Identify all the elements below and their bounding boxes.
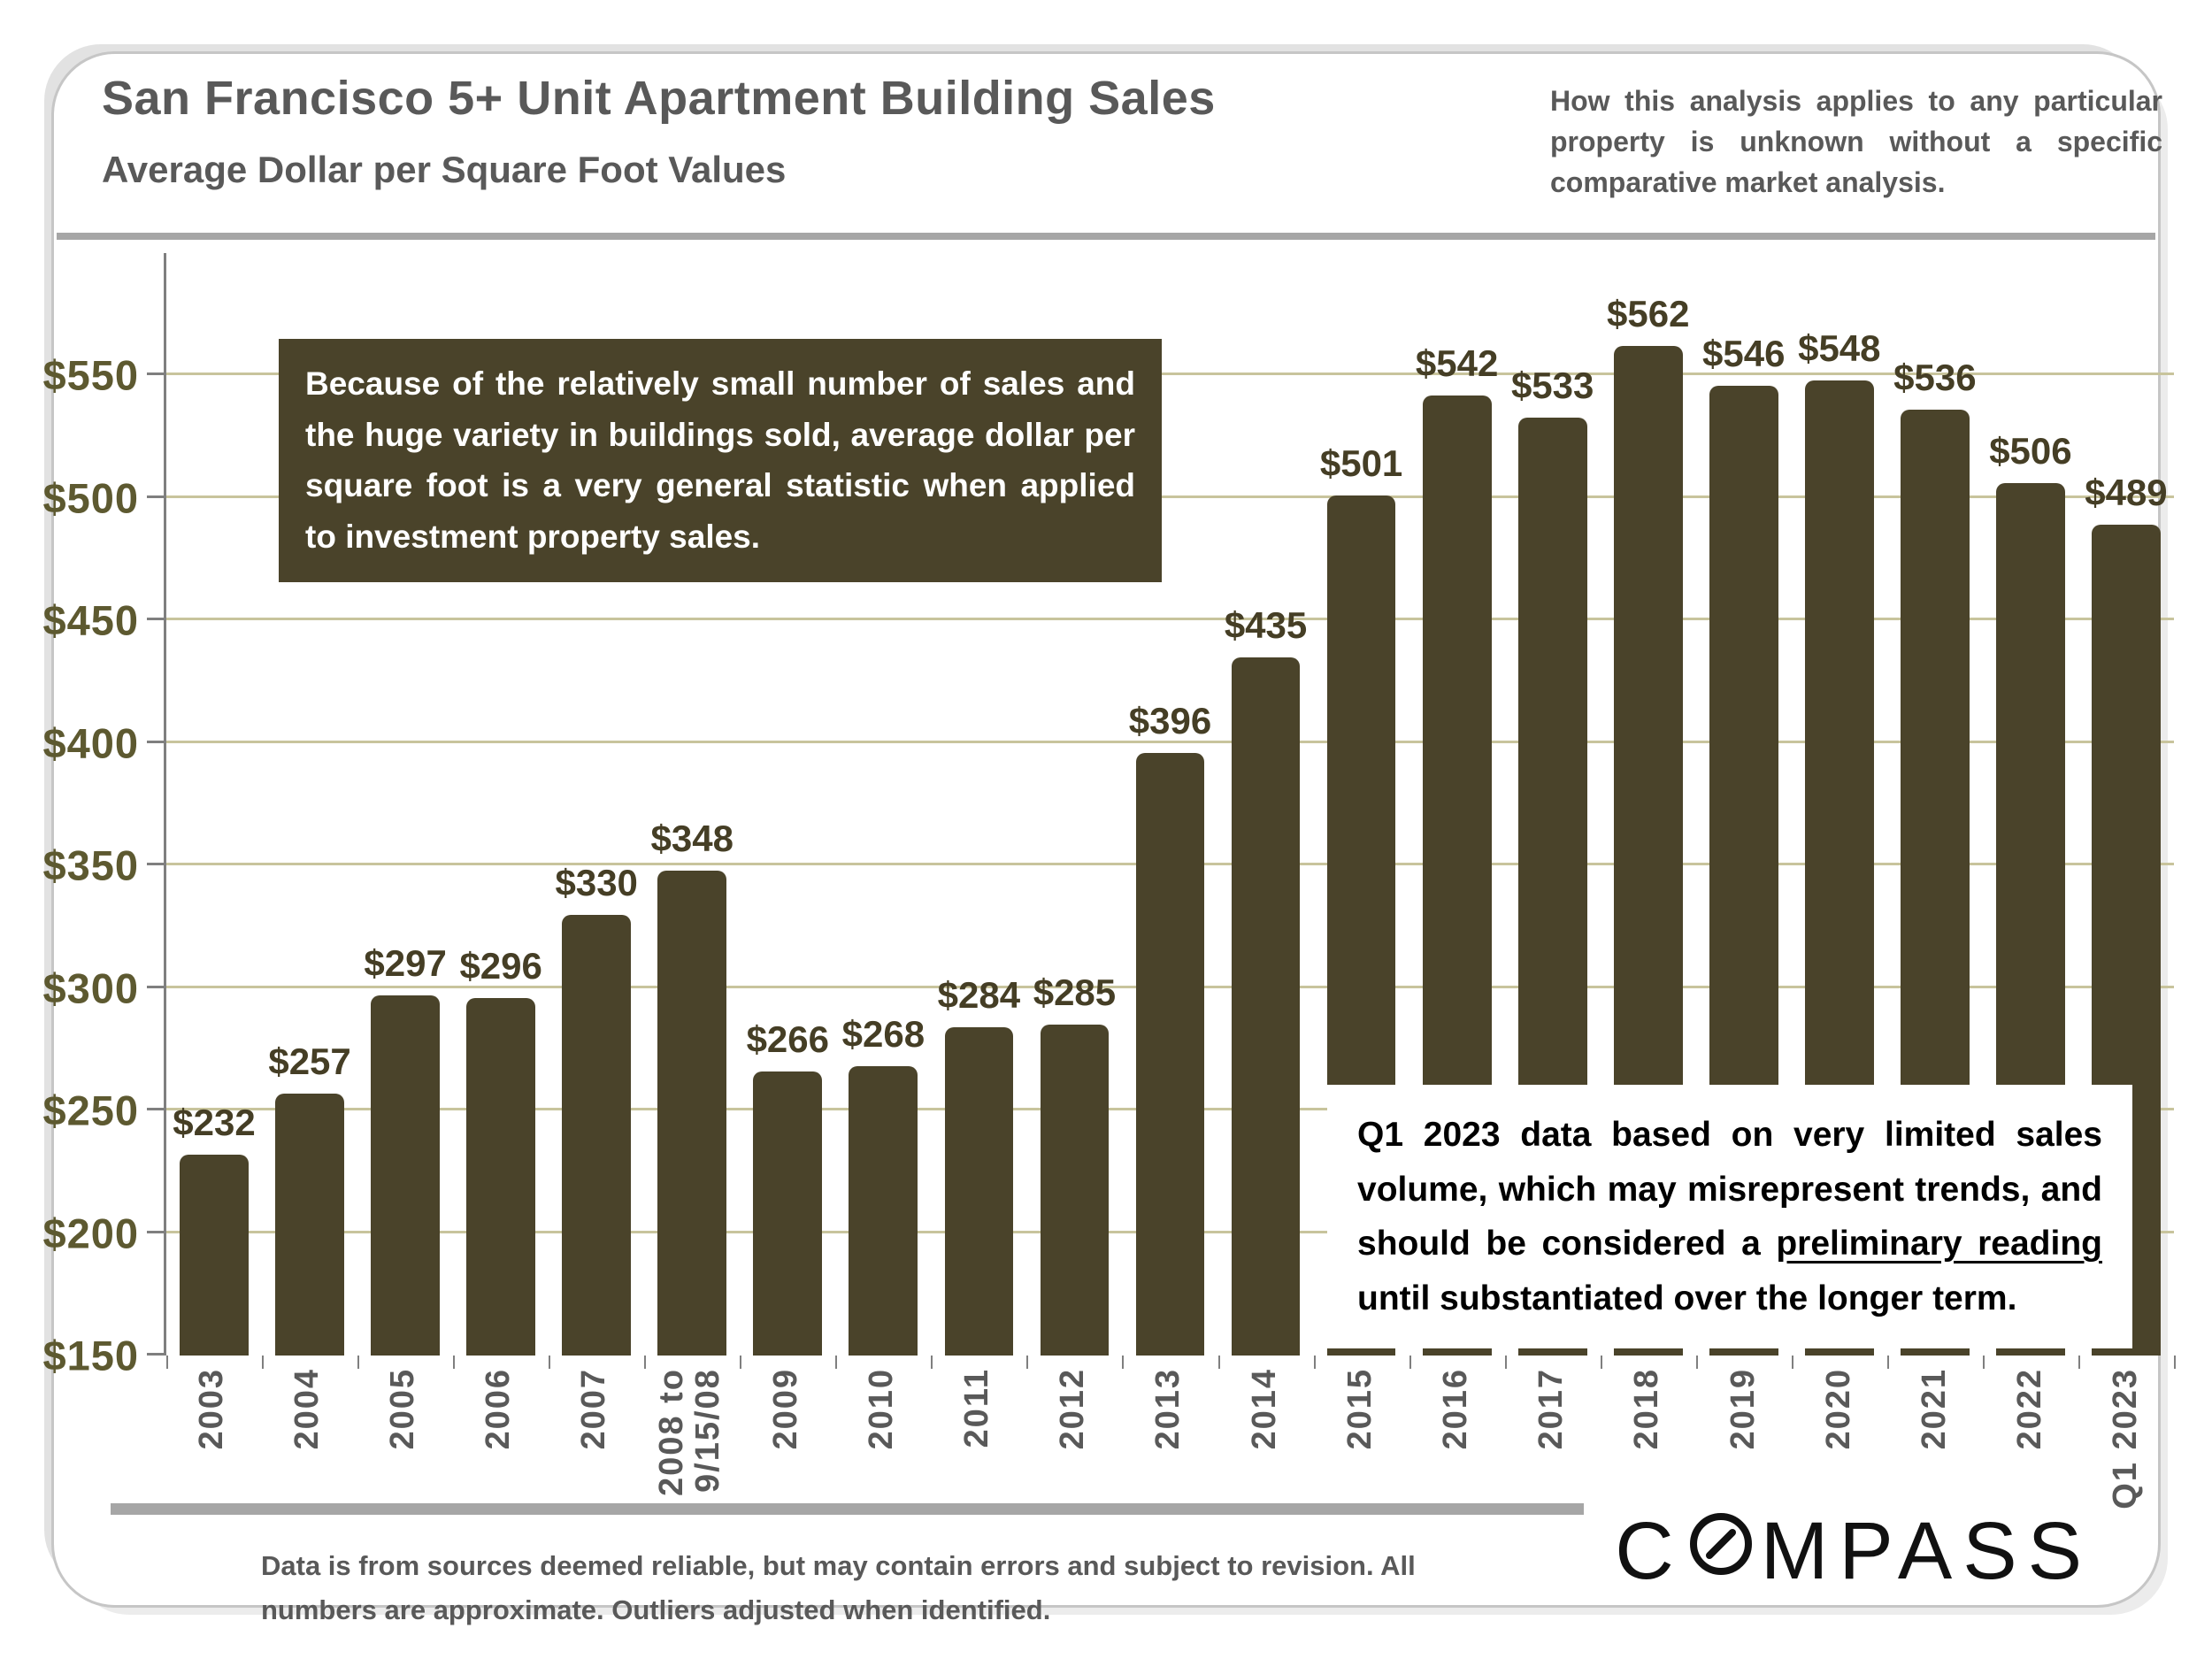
bar [753, 1071, 822, 1356]
y-axis-tick [147, 1108, 164, 1110]
bar [657, 871, 726, 1356]
bar-value-label: $348 [650, 817, 733, 859]
bar-value-label: $546 [1702, 332, 1786, 374]
x-axis-label: 2021 [1915, 1368, 1953, 1450]
bar [275, 1094, 344, 1356]
y-axis-tick [147, 741, 164, 743]
x-axis-label: 2019 [1724, 1368, 1762, 1450]
bar [945, 1027, 1014, 1356]
x-axis-label: 2005 [383, 1368, 421, 1450]
x-axis-label: 2011 [958, 1368, 996, 1448]
x-axis-label: 2006 [480, 1368, 518, 1450]
x-axis-label: 2007 [575, 1368, 613, 1450]
bar [1041, 1025, 1110, 1356]
bar-value-label: $489 [2085, 472, 2168, 514]
page-title: San Francisco 5+ Unit Apartment Building Sales [102, 72, 1216, 125]
y-axis-tick-label: $150 [42, 1332, 139, 1379]
bar-value-label: $542 [1415, 342, 1499, 384]
y-axis-tick-label: $500 [42, 474, 139, 522]
x-axis-label: 2010 [862, 1368, 900, 1450]
bar-value-label: $501 [1319, 442, 1403, 485]
bar-value-label: $284 [937, 973, 1021, 1016]
bar-value-label: $232 [173, 1101, 256, 1143]
logo-letters-mpass: MPASS [1760, 1505, 2093, 1596]
y-axis-tick-label: $400 [42, 719, 139, 767]
logo-letter-c: C [1615, 1505, 1685, 1596]
y-axis-tick-label: $300 [42, 964, 139, 1012]
bar-value-label: $297 [364, 941, 447, 984]
bar [180, 1155, 249, 1356]
x-axis-label: 2012 [1054, 1368, 1092, 1450]
x-axis-label: 2014 [1245, 1368, 1283, 1450]
x-axis-tick [2174, 1356, 2176, 1369]
y-axis-tick-label: $200 [42, 1210, 139, 1257]
y-axis-labels [13, 253, 146, 1379]
header-separator [57, 233, 2155, 240]
y-axis-tick-label: $350 [42, 841, 139, 889]
x-axis-label: 2004 [288, 1368, 326, 1450]
bar-value-label: $296 [459, 944, 542, 987]
compass-o-icon [1686, 1509, 1755, 1592]
x-axis-label: 2016 [1437, 1368, 1475, 1450]
y-axis-tick [147, 1353, 164, 1356]
bar [562, 915, 631, 1356]
q1-2023-note [1327, 1085, 2132, 1348]
bar-value-label: $506 [1989, 430, 2072, 472]
page-subtitle: Average Dollar per Square Foot Values [102, 149, 787, 190]
methodology-note: Because of the relatively small number of sales and the huge variety in buildings sold, average dollar per square foot is a very general statistic when applied to investment property sales. [279, 339, 1162, 582]
x-axis-label: 2017 [1532, 1368, 1571, 1450]
compass-logo [1615, 1505, 2093, 1596]
y-axis-tick [147, 863, 164, 865]
y-axis-tick-label: $250 [42, 1087, 139, 1134]
bar-value-label: $285 [1033, 972, 1117, 1014]
bar [1232, 657, 1301, 1356]
x-axis-label: 2008 to 9/15/08 [653, 1368, 727, 1496]
x-axis-label: 2015 [1340, 1368, 1379, 1450]
x-axis-label: 2003 [192, 1368, 230, 1450]
q1-note-text: Q1 2023 data based on very limited sales volume, which may misrepresent trends, and should be considered a [1357, 1116, 2102, 1263]
bar-value-label: $330 [555, 861, 638, 903]
bar [849, 1066, 918, 1356]
y-axis-tick [147, 986, 164, 988]
bar-value-label: $562 [1607, 293, 1690, 335]
bar-slot [1218, 253, 1314, 1356]
y-axis-tick-label: $450 [42, 596, 139, 644]
x-axis-label: 2022 [2011, 1368, 2049, 1450]
bar-value-label: $268 [841, 1013, 926, 1056]
x-axis-label: 2020 [1819, 1368, 1857, 1450]
y-axis-tick [147, 373, 164, 375]
y-axis-tick [147, 1231, 164, 1233]
y-axis-tick [147, 618, 164, 620]
q1-note-underlined-text: preliminary reading [1776, 1225, 2102, 1263]
x-axis-label: Q1 2023 [2107, 1368, 2145, 1509]
bar-value-label: $533 [1510, 364, 1594, 406]
bar-slot [166, 253, 262, 1356]
bar-value-label: $396 [1128, 699, 1212, 741]
bar [466, 998, 535, 1356]
bar [371, 995, 440, 1356]
bar-value-label: $257 [268, 1040, 351, 1082]
x-axis-label: 2018 [1628, 1368, 1666, 1450]
y-axis-tick [147, 495, 164, 498]
bar [1136, 753, 1205, 1356]
bar-value-label: $266 [746, 1018, 830, 1060]
header-disclaimer: How this analysis applies to any particular property is unknown without a specific comparative market analysis. [1550, 85, 2162, 198]
data-source-note: Data is from sources deemed reliable, but may contain errors and subject to revision. All numbers are approximate. Outliers adjusted when identified. [261, 1550, 1416, 1625]
footer-rule [111, 1503, 1584, 1515]
x-axis-label: 2013 [1149, 1368, 1187, 1450]
x-axis-label: 2009 [766, 1368, 804, 1450]
bar-value-label: $435 [1224, 603, 1308, 646]
y-axis-tick-label: $550 [42, 351, 139, 399]
q1-note-text-end: until substantiated over the longer term. [1357, 1279, 2017, 1317]
bar-value-label: $548 [1798, 326, 1881, 369]
bar-value-label: $536 [1893, 357, 1977, 399]
